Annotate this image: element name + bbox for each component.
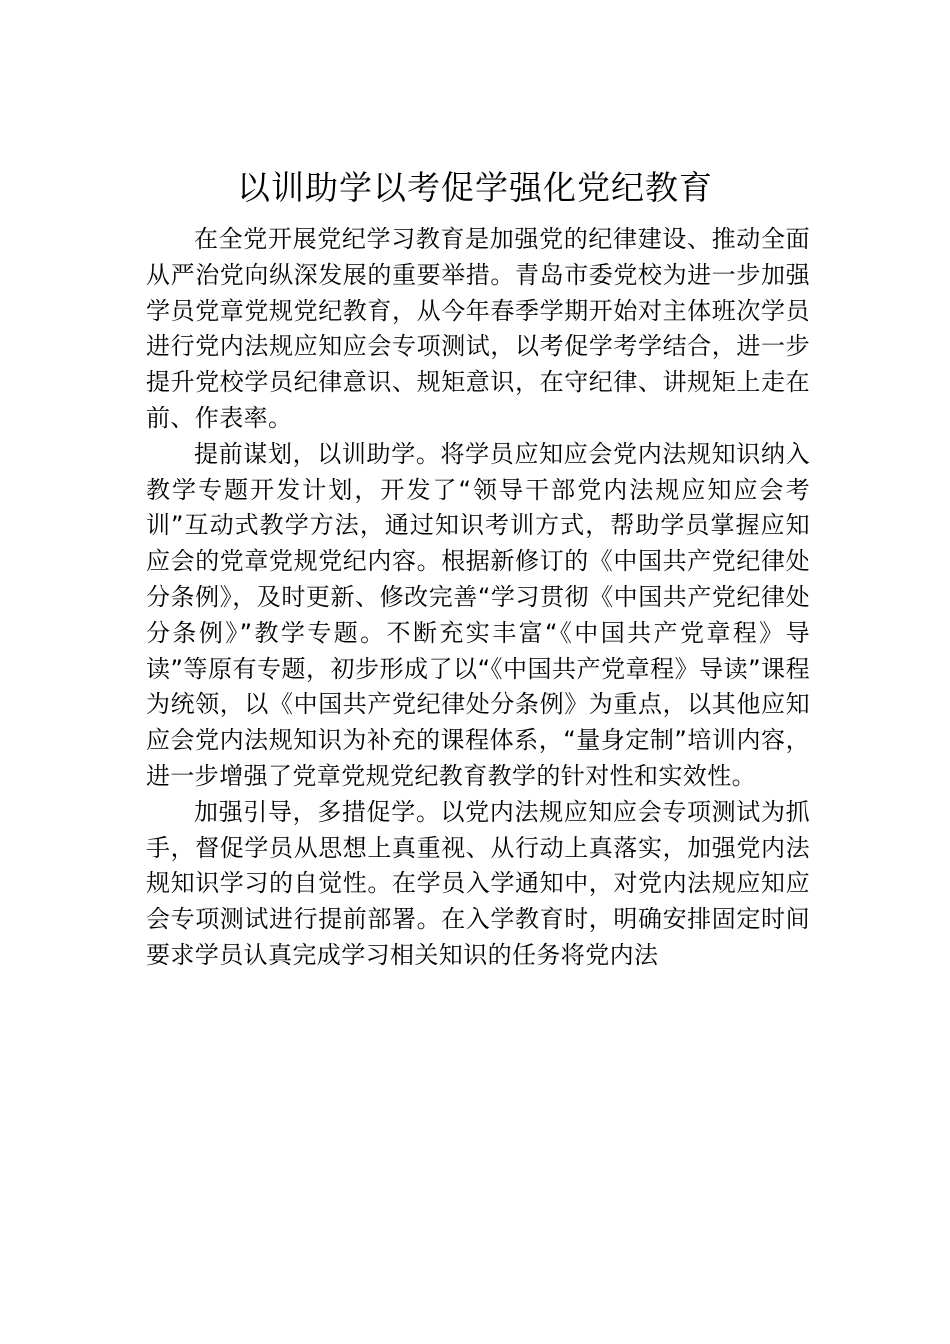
document-title: 以训助学以考促学强化党纪教育 [237, 168, 713, 207]
paragraph-1: 在全党开展党纪学习教育是加强党的纪律建设、推动全面从严治党向纵深发展的重要举措。青岛市委党校为进一步加强学员党章党规党纪教育，从今年春季学期开始对主体班次学员进行党内法规应知应会专项测试，以考促学考学结合，进一步提升党校学员纪律意识、规矩意识，在守纪律、讲规矩上走在前、作表率。 [146, 225, 810, 432]
paragraph-3: 加强引导，多措促学。以党内法规应知应会专项测试为抓手，督促学员从思想上真重视、从行动上真落实，加强党内法规知识学习的自觉性。在学员入学通知中，对党内法规应知应会专项测试进行提前部署。在入学教育时，明确安排固定时间要求学员认真完成学习相关知识的任务将党内法 [146, 797, 810, 969]
paragraph-2: 提前谋划，以训助学。将学员应知应会党内法规知识纳入教学专题开发计划，开发了“领导干部党内法规应知应会考训”互动式教学方法，通过知识考训方式，帮助学员掌握应知应会的党章党规党纪内容。根据新修订的《中国共产党纪律处分条例》，及时更新、修改完善“学习贯彻《中国共产党纪律处分条例》”教学专题。不断充实丰富“《中国共产党章程》导读”等原有专题，初步形成了以“《中国共产党章程》导读”课程为统领，以《中国共产党纪律处分条例》为重点，以其他应知应会党内法规知识为补充的课程体系，“量身定制”培训内容，进一步增强了党章党规党纪教育教学的针对性和实效性。 [146, 439, 810, 790]
document-body [146, 222, 810, 974]
